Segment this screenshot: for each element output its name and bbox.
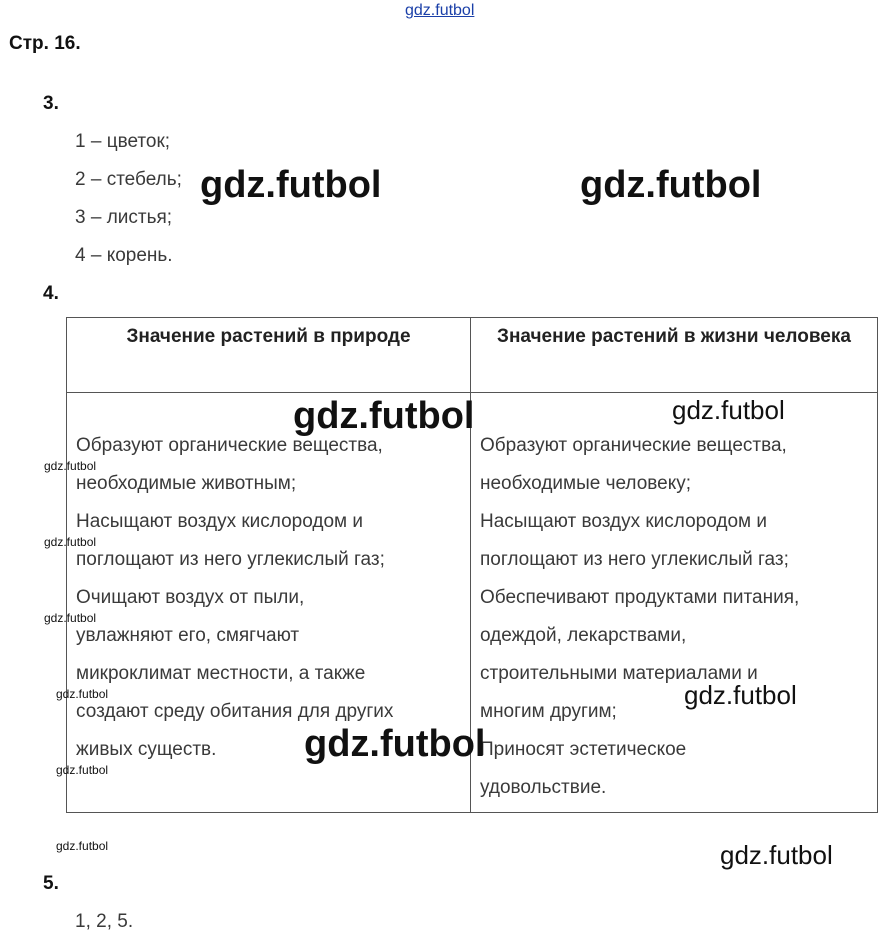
cell-line: создают среду обитания для других xyxy=(76,701,394,722)
cell-line: многим другим; xyxy=(480,701,617,722)
watermark: gdz.futbol xyxy=(44,459,97,473)
watermark: gdz.futbol xyxy=(200,164,382,206)
cell-line: Обеспечивают продуктами питания, xyxy=(480,587,800,608)
table-header-nature: Значение растений в природе xyxy=(67,318,471,393)
watermark: gdz.futbol xyxy=(304,723,486,765)
cell-line: Очищают воздух от пыли, xyxy=(76,587,305,608)
cell-line: строительными материалами и xyxy=(480,663,758,684)
watermark: gdz.futbol xyxy=(56,839,109,853)
task-4-number: 4. xyxy=(43,283,59,304)
watermark: gdz.futbol xyxy=(44,611,97,625)
watermark: gdz.futbol xyxy=(293,395,475,437)
watermark: gdz.futbol xyxy=(56,763,109,777)
page-title: Стр. 16. xyxy=(9,33,81,54)
cell-line: увлажняют его, смягчают xyxy=(76,625,300,646)
cell-line: поглощают из него углекислый газ; xyxy=(480,549,789,570)
cell-line: необходимые животным; xyxy=(76,473,297,494)
watermark: gdz.futbol xyxy=(720,840,833,870)
task-3-item: 3 – листья; xyxy=(75,207,173,228)
watermark: gdz.futbol xyxy=(684,680,797,710)
task-3-item: 4 – корень. xyxy=(75,245,173,266)
task-5-number: 5. xyxy=(43,873,59,894)
watermark: gdz.futbol xyxy=(44,535,97,549)
cell-line: Образуют органические вещества, xyxy=(480,435,787,456)
task-5-answer: 1, 2, 5. xyxy=(75,911,134,932)
cell-line: Насыщают воздух кислородом и xyxy=(76,511,363,532)
cell-line: Насыщают воздух кислородом и xyxy=(480,511,767,532)
cell-line: удовольствие. xyxy=(480,777,607,798)
watermark: gdz.futbol xyxy=(580,164,762,206)
cell-line: Приносят эстетическое xyxy=(480,739,687,760)
task-3-item: 1 – цветок; xyxy=(75,131,171,152)
watermark: gdz.futbol xyxy=(56,687,109,701)
watermark: gdz.futbol xyxy=(672,395,785,425)
task-3-number: 3. xyxy=(43,93,59,114)
cell-line: Образуют органические вещества, xyxy=(76,435,383,456)
cell-line: поглощают из него углекислый газ; xyxy=(76,549,385,570)
cell-line: необходимые человеку; xyxy=(480,473,692,494)
cell-line: одеждой, лекарствами, xyxy=(480,625,687,646)
table-header-human: Значение растений в жизни человека xyxy=(471,318,878,393)
watermark-top-link[interactable]: gdz.futbol xyxy=(405,2,475,19)
table-cell-human xyxy=(471,393,878,813)
cell-line: микроклимат местности, а также xyxy=(76,663,366,684)
task-3-item: 2 – стебель; xyxy=(75,169,182,190)
cell-line: живых существ. xyxy=(76,739,217,760)
